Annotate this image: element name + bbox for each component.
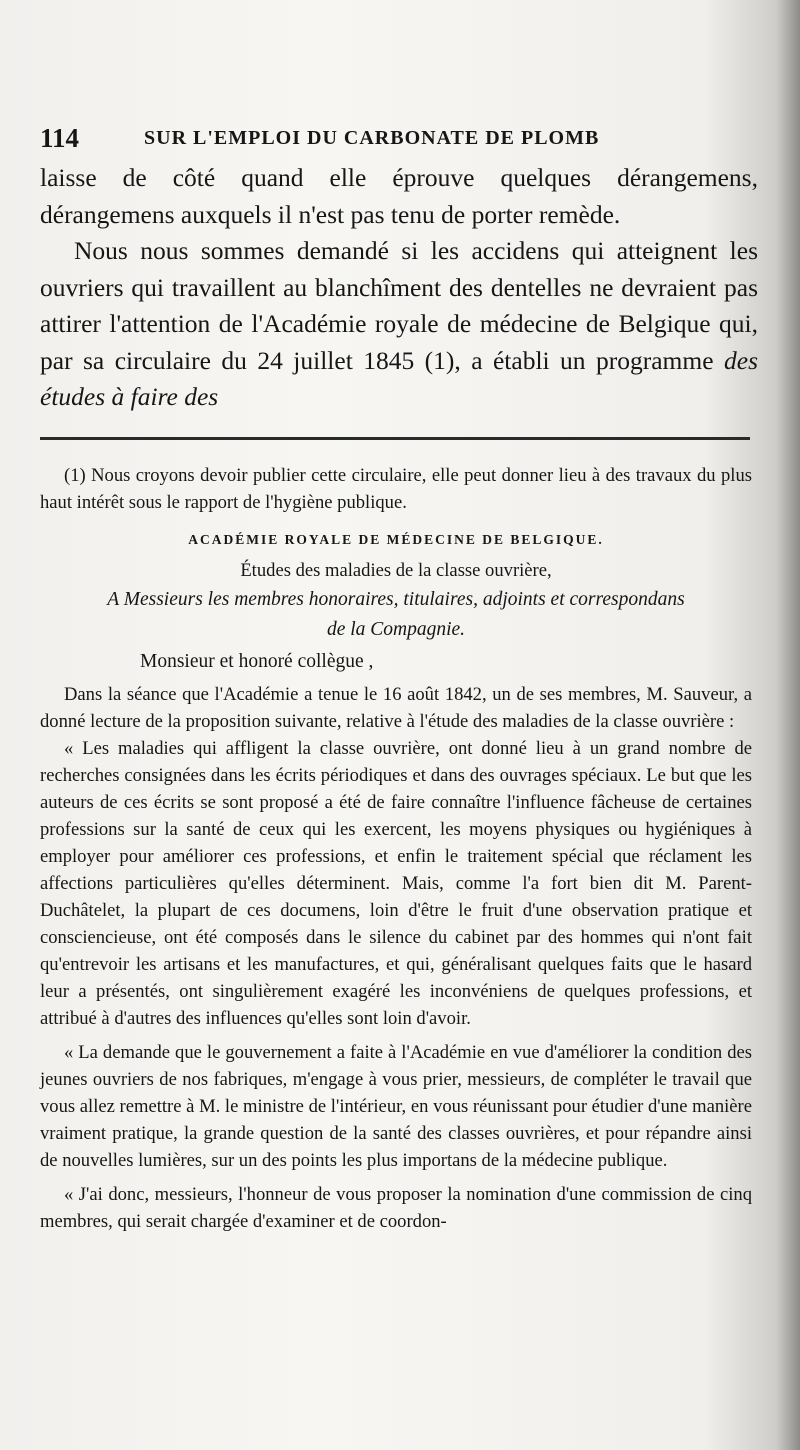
main-paragraph [40,233,758,416]
academy-heading: ACADÉMIE ROYALE DE MÉDECINE DE BELGIQUE. [188,532,604,547]
footnote-intro: (1) Nous croyons devoir publier cette circulaire, elle peut donner lieu à des travaux du plus haut intérêt sous le rapport de l'hygiène publique. [40,465,752,513]
main-paragraph-text: Nous nous sommes demandé si les accidens qui atteignent les ouvriers qui travaillent au blanchîment des dentelles ne devraient pas attirer l'attention de l'Académie royale de médecine de Belgique qui, par sa circulaire du 24 juillet 1845 (1), a établi un programme [40,236,758,375]
circular-subject: Études des maladies de la classe ouvrière, [240,560,552,581]
footnote-divider [40,437,750,440]
circular-address-line: A Messieurs les membres honoraires, titulaires, adjoints et correspondans [107,589,685,610]
circular-paragraph: « La demande que le gouvernement a faite à l'Académie en vue d'améliorer la condition des jeunes ouvriers de nos fabriques, m'engage à vous prier, messieurs, de compléter le travail que vous allez remettre à M. le ministre de l'intérieur, en vous réunissant pour étudier d'une manière vraiment pratique, la grande question de la santé des classes ouvrières, et pour répandre ainsi de nouvelles lumières, sur un des points les plus importans de la médecine publique. [40,1042,752,1171]
page-number: 114 [40,123,80,153]
circular-paragraph: « Les maladies qui affligent la classe ouvrière, ont donné lieu à un grand nombre de recherches consignées dans les écrits périodiques et dans des ouvrages spéciaux. Le but que les auteurs de ces écrits se sont proposé a été de faire connaître l'influence fâcheuse de certaines professions sur la santé de ceux qui les exercent, les moyens physiques ou hygiéniques à employer pour améliorer ces professions, et enfin le traitement spécial que réclament les affections particulières qu'elles déterminent. Mais, comme l'a fort bien dit M. Parent-Duchâtelet, la plupart de ces documens, loin d'être le fruit d'une observation pratique et consciencieuse, ont été composés dans le silence du cabinet par des hommes qui n'ont fait qu'entrevoir les artisans et les manufactures, et qui, généralisant quelques faits que le hasard leur a présentés, ont singulièrement exagéré les inconvéniens de quelques professions, et attribué à d'autres des influences qu'elles sont loin d'avoir. [40,738,752,1029]
main-paragraph: laisse de côté quand elle éprouve quelques dérangemens, dérangemens auxquels il n'est pas tenu de porter remède. [40,163,758,229]
main-text [40,160,758,416]
salutation: Monsieur et honoré collègue , [140,651,374,672]
main-paragraph-italic: des études à faire des [40,345,758,411]
circular-paragraph: « J'ai donc, messieurs, l'honneur de vous proposer la nomination d'une commission de cinq membres, qui serait chargée d'examiner et de coordon- [40,1184,752,1232]
circular-paragraph: Dans la séance que l'Académie a tenue le 16 août 1842, un de ses membres, M. Sauveur, a donné lecture de la proposition suivante, relative à l'étude des maladies de la classe ouvrière : [40,684,752,732]
footnote [40,462,752,1235]
circular-address-line: de la Compagnie. [326,619,466,640]
running-title: SUR L'EMPLOI DU CARBONATE DE PLOMB [144,127,600,149]
